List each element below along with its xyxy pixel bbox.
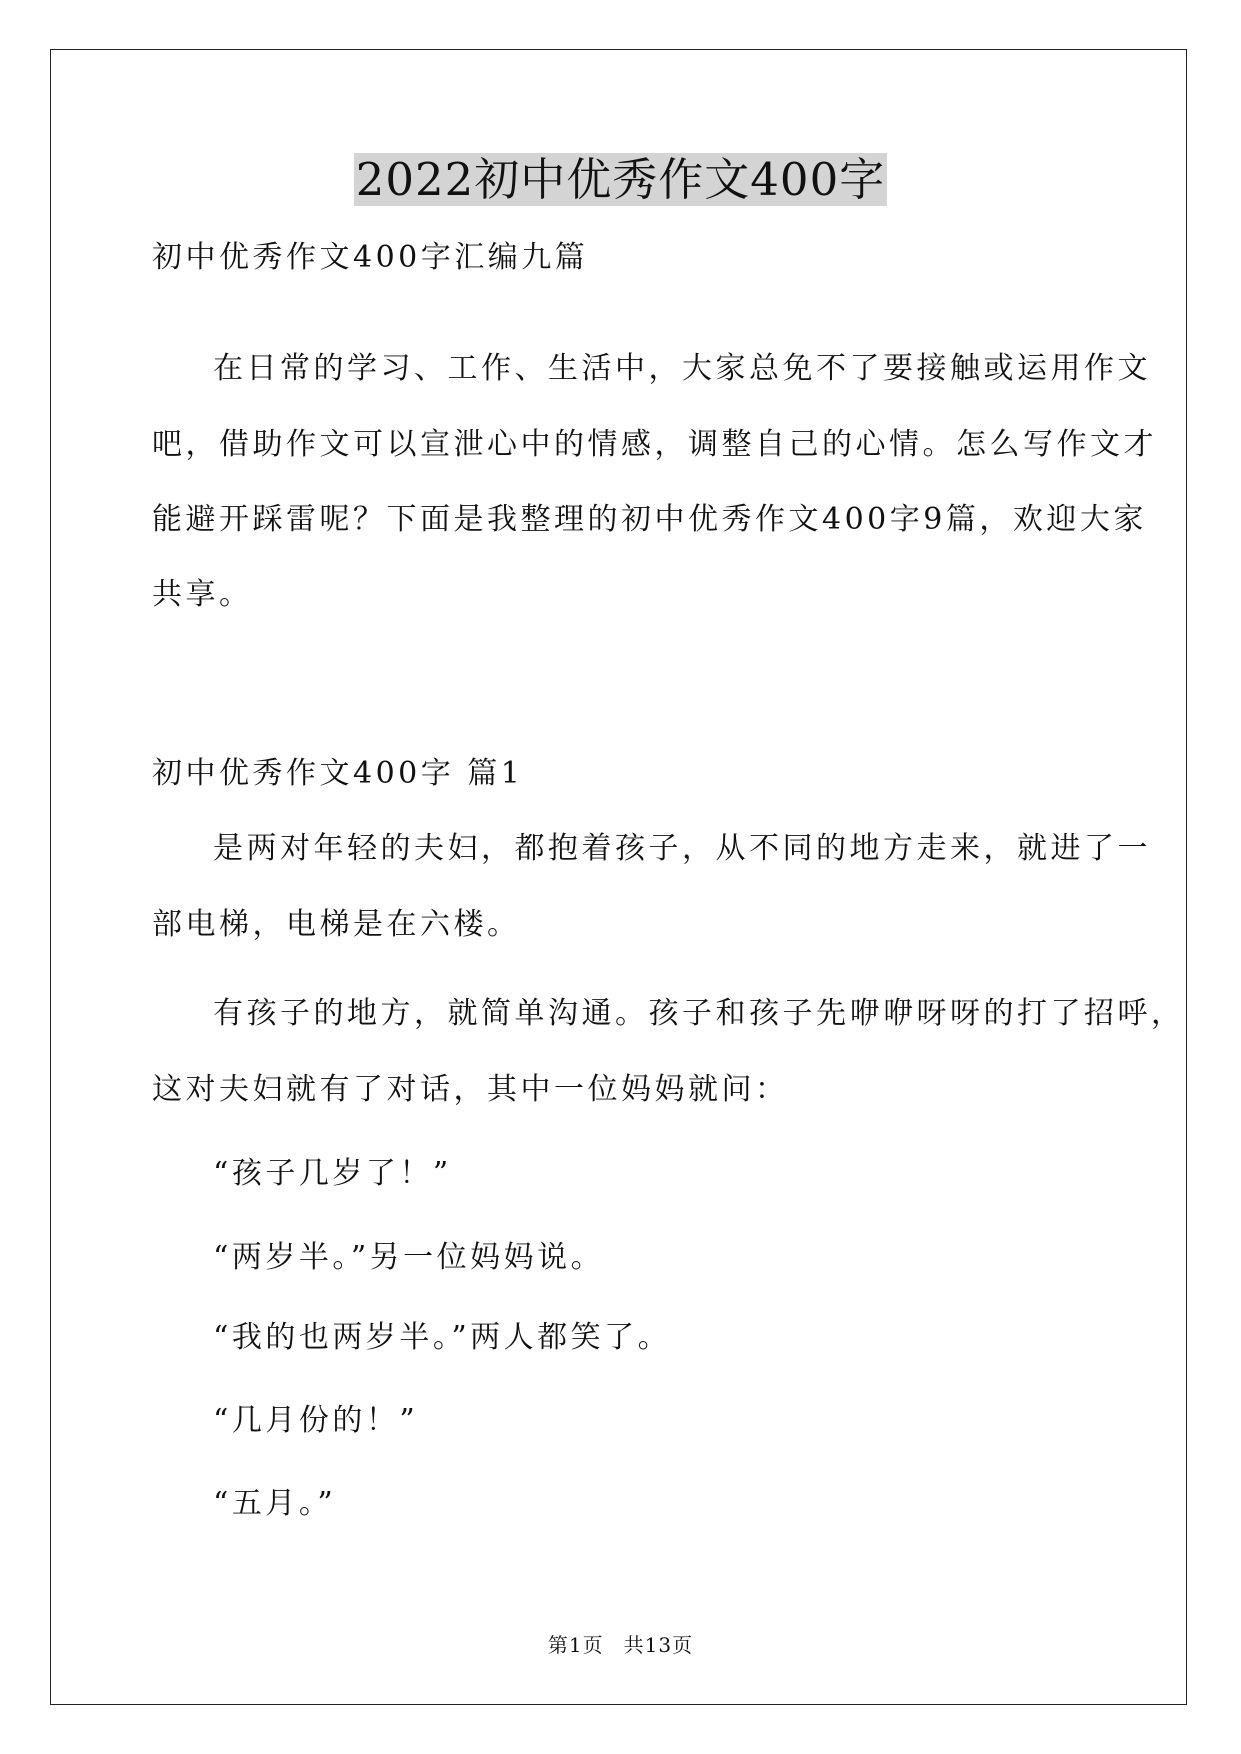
intro-line-1: 在日常的学习、工作、生活中，大家总免不了要接触或运用作文	[213, 351, 1151, 386]
body-line-2: 部电梯，电梯是在六楼。	[152, 907, 521, 942]
body-line-5: “孩子几岁了！”	[213, 1156, 452, 1191]
body-line-4: 这对夫妇就有了对话，其中一位妈妈就问：	[152, 1072, 789, 1107]
total-pages-label: 共13页	[623, 1633, 694, 1657]
body-line-7: “我的也两岁半。”两人都笑了。	[213, 1320, 672, 1355]
body-line-9: “五月。”	[213, 1486, 337, 1521]
body-line-8: “几月份的！”	[213, 1403, 419, 1438]
document-subtitle: 初中优秀作文400字汇编九篇	[152, 240, 589, 275]
body-line-6: “两岁半。”另一位妈妈说。	[213, 1240, 605, 1275]
body-line-3: 有孩子的地方，就简单沟通。孩子和孩子先咿咿呀呀的打了招呼，	[213, 996, 1185, 1031]
intro-line-2: 吧，借助作文可以宣泄心中的情感，调整自己的心情。怎么写作文才	[152, 427, 1157, 462]
document-title	[0, 150, 1241, 210]
intro-line-4: 共享。	[152, 577, 253, 612]
section-heading: 初中优秀作文400字 篇1	[152, 756, 524, 791]
document-title-text: 2022初中优秀作文400字	[355, 153, 886, 206]
intro-line-3: 能避开踩雷呢？下面是我整理的初中优秀作文400字9篇，欢迎大家	[152, 502, 1147, 537]
page-border	[50, 49, 1187, 1705]
body-line-1: 是两对年轻的夫妇，都抱着孩子，从不同的地方走来，就进了一	[213, 831, 1151, 866]
current-page-label: 第1页	[547, 1633, 604, 1657]
page-footer	[0, 1631, 1241, 1659]
